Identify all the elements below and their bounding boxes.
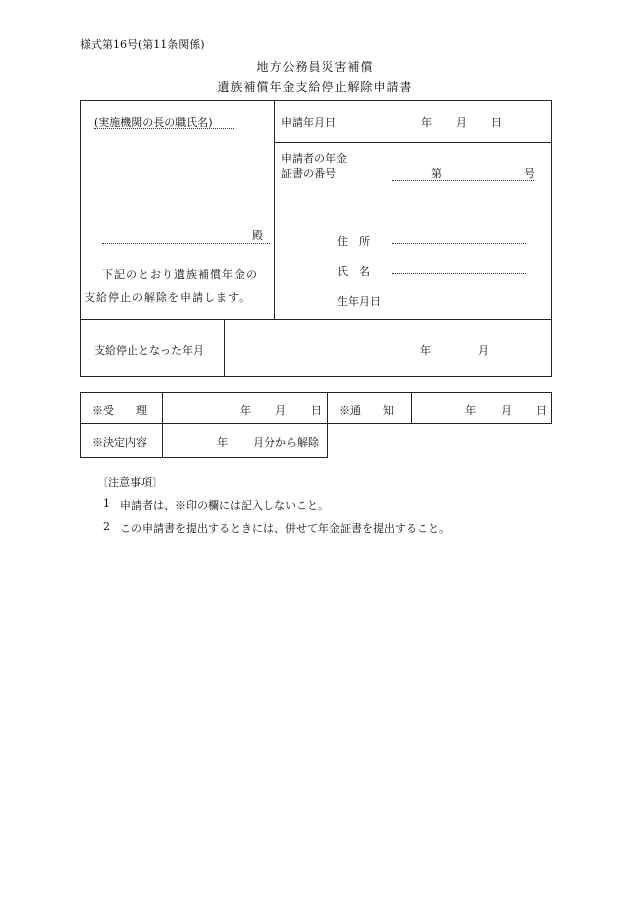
notes-heading: 〔注意事項〕 bbox=[97, 476, 163, 489]
office-row-1-divider-2 bbox=[327, 392, 328, 424]
notice-month: 月 bbox=[501, 404, 512, 417]
decision-label: ※決定内容 bbox=[92, 436, 147, 449]
title-line-1: 地方公務員災害補償 bbox=[256, 60, 374, 74]
pension-cert-label-1: 申請者の年金 bbox=[281, 152, 347, 165]
receipt-label: ※受 理 bbox=[92, 404, 147, 417]
addressee-underline bbox=[94, 128, 234, 129]
suspension-row-divider bbox=[80, 319, 552, 320]
receipt-month: 月 bbox=[275, 404, 286, 417]
address-label: 住 所 bbox=[337, 235, 370, 248]
note-1-number: 1 bbox=[103, 497, 110, 510]
pension-cert-label-2: 証書の番号 bbox=[281, 167, 336, 180]
office-row-2-left-border bbox=[80, 424, 81, 458]
title-line-2: 遺族補償年金支給停止解除申請書 bbox=[217, 80, 413, 94]
date-row-divider bbox=[274, 142, 552, 143]
office-row-2-right-border bbox=[327, 424, 328, 458]
suspension-year: 年 bbox=[420, 344, 431, 357]
office-row-1-divider-3 bbox=[411, 392, 412, 424]
addressee-label: (実施機関の長の職氏名) bbox=[94, 116, 213, 129]
decision-text: 月分から解除 bbox=[253, 436, 319, 449]
cert-prefix: 第 bbox=[431, 167, 442, 180]
suspension-month: 月 bbox=[478, 344, 489, 357]
name-label: 氏 名 bbox=[337, 265, 370, 278]
request-text-line-1: 下記のとおり遺族補償年金の bbox=[102, 268, 258, 281]
note-1-text: 申請者は、※印の欄には記入しないこと。 bbox=[120, 499, 329, 512]
receipt-year: 年 bbox=[240, 404, 251, 417]
application-date-day: 日 bbox=[491, 116, 502, 129]
office-row-2-bottom-border bbox=[80, 457, 328, 458]
form-number: 様式第16号(第11条関係) bbox=[80, 38, 205, 51]
suspension-label: 支給停止となった年月 bbox=[94, 344, 204, 357]
office-row-1-divider-1 bbox=[162, 392, 163, 424]
receipt-day: 日 bbox=[311, 404, 322, 417]
addressee-name-line[interactable] bbox=[102, 243, 270, 244]
birthdate-label: 生年月日 bbox=[337, 295, 381, 308]
application-date-year: 年 bbox=[421, 116, 432, 129]
decision-year: 年 bbox=[217, 436, 228, 449]
note-2-text: この申請書を提出するときには、併せて年金証書を提出すること。 bbox=[120, 522, 450, 535]
name-line[interactable] bbox=[392, 273, 526, 274]
addressee-suffix: 殿 bbox=[252, 229, 263, 242]
application-date-month: 月 bbox=[456, 116, 467, 129]
office-row-2-divider bbox=[162, 424, 163, 458]
request-text-line-2: 支給停止の解除を申請します。 bbox=[84, 291, 252, 304]
notice-year: 年 bbox=[465, 404, 476, 417]
suspension-divider-vertical bbox=[224, 319, 225, 377]
application-date-label: 申請年月日 bbox=[281, 116, 336, 129]
notice-label: ※通 知 bbox=[339, 404, 394, 417]
note-2-number: 2 bbox=[103, 520, 110, 533]
address-line[interactable] bbox=[392, 243, 526, 244]
notice-day: 日 bbox=[536, 404, 547, 417]
cert-suffix: 号 bbox=[524, 167, 535, 180]
main-divider-vertical bbox=[274, 100, 275, 319]
cert-number-line[interactable] bbox=[392, 180, 534, 181]
